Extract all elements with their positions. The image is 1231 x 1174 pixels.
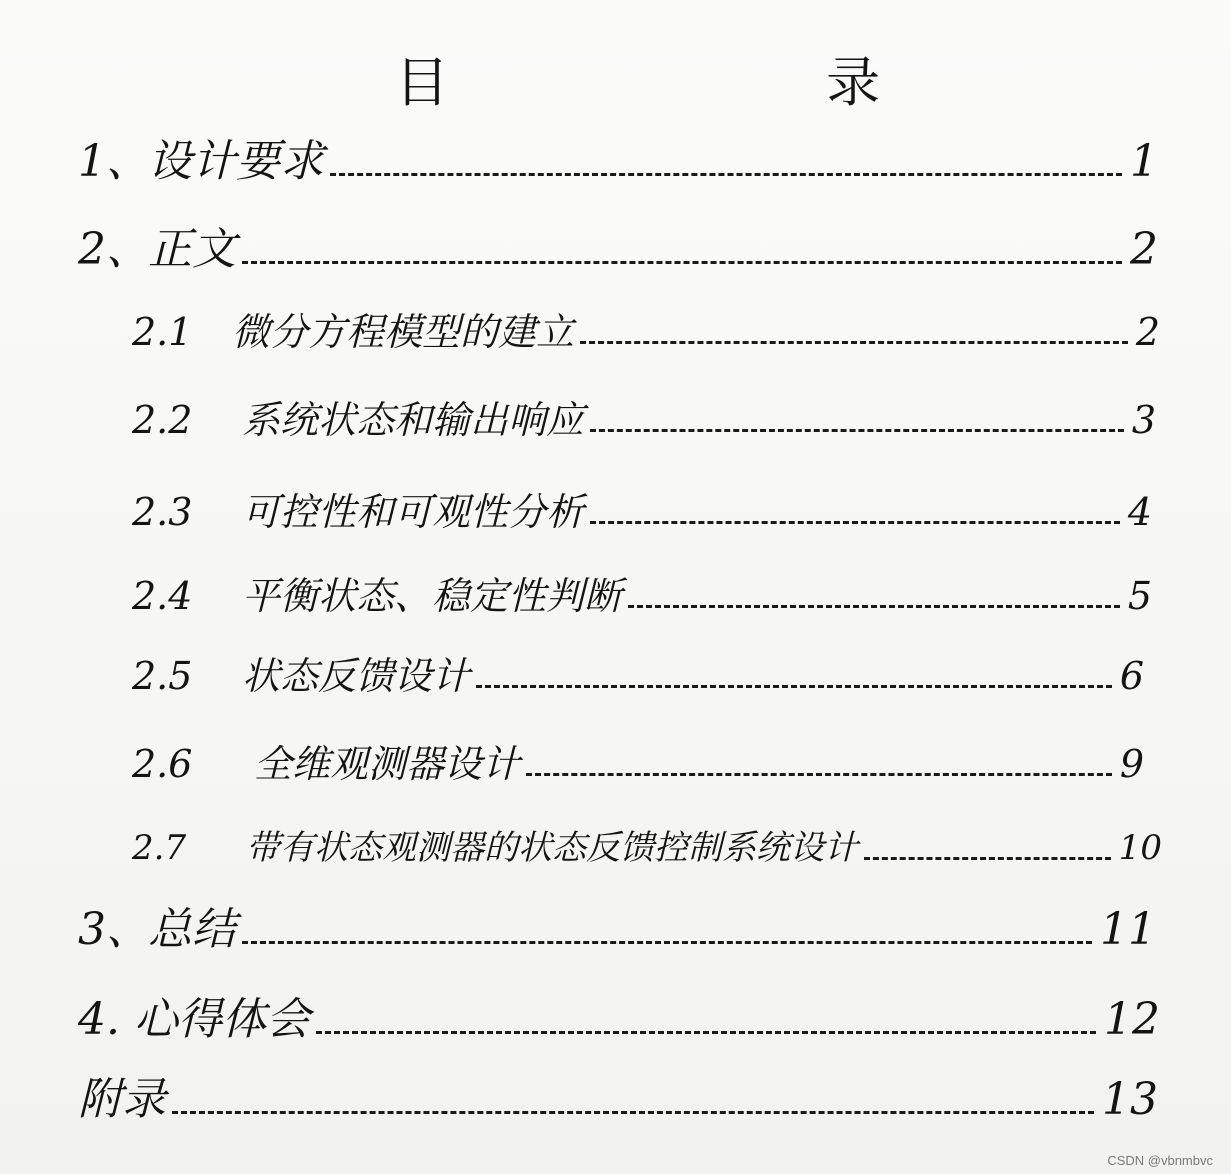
toc-entry-label: 设计要求 xyxy=(148,136,324,187)
toc-entry-number: 2.5 xyxy=(132,654,193,698)
toc-entry-label: 正文 xyxy=(148,224,236,275)
toc-entry xyxy=(78,990,1160,1050)
toc-entry-page: 10 xyxy=(1118,828,1162,868)
dotted-leader xyxy=(316,1031,1096,1034)
toc-entry-page: 13 xyxy=(1102,1074,1158,1125)
dotted-leader xyxy=(172,1111,1094,1114)
toc-entry-label: 状态反馈设计 xyxy=(242,654,471,698)
toc-entry-number: 2.4 xyxy=(132,574,193,618)
toc-entry-page: 12 xyxy=(1104,994,1160,1045)
toc-entry xyxy=(132,568,1152,624)
toc-entry-page: 4 xyxy=(1127,490,1152,534)
toc-entry-page: 11 xyxy=(1100,904,1156,955)
toc-entry-label: 平衡状态、稳定性判断 xyxy=(242,574,623,618)
dotted-leader xyxy=(242,941,1092,944)
dotted-leader xyxy=(330,173,1122,176)
toc-entry-number: 1、 xyxy=(78,136,150,187)
toc-entry-label: 微分方程模型的建立 xyxy=(232,310,575,354)
toc-entry xyxy=(132,736,1144,792)
toc-entry-number: 2.2 xyxy=(132,398,193,442)
toc-entry-number: 2.3 xyxy=(132,490,193,534)
toc-entry xyxy=(132,820,1162,876)
toc-entry-page: 3 xyxy=(1131,398,1156,442)
dotted-leader xyxy=(242,261,1122,264)
toc-entry-label: 全维观测器设计 xyxy=(254,742,521,786)
toc-entry-page: 2 xyxy=(1130,224,1158,275)
toc-entry-number: 2.7 xyxy=(132,828,187,868)
dotted-leader xyxy=(864,857,1111,860)
toc-entry-label: 总结 xyxy=(148,904,236,955)
toc-entry-label: 心得体会 xyxy=(134,994,310,1045)
toc-entry xyxy=(132,392,1156,448)
toc-entry xyxy=(132,648,1144,704)
toc-entry xyxy=(78,900,1156,960)
dotted-leader xyxy=(526,773,1112,776)
toc-entry xyxy=(78,220,1158,280)
dotted-leader xyxy=(590,521,1120,524)
toc-entry-page: 5 xyxy=(1127,574,1152,618)
dotted-leader xyxy=(476,685,1112,688)
toc-entry-label: 带有状态观测器的状态反馈控制系统设计 xyxy=(246,828,858,868)
toc-entry-page: 1 xyxy=(1130,136,1158,187)
toc-entry-page: 9 xyxy=(1119,742,1144,786)
source-watermark: CSDN @vbnmbvc xyxy=(1107,1153,1213,1168)
dotted-leader xyxy=(628,605,1120,608)
toc-entry-number: 2、 xyxy=(78,224,150,275)
toc-entry-number: 2.6 xyxy=(132,742,193,786)
toc-entry-label: 附录 xyxy=(78,1074,166,1125)
toc-entry xyxy=(132,484,1152,540)
dotted-leader xyxy=(580,341,1128,344)
toc-entry-number: 3、 xyxy=(78,904,150,955)
dotted-leader xyxy=(590,429,1124,432)
toc-entry-label: 系统状态和输出响应 xyxy=(242,398,585,442)
toc-entry-page: 6 xyxy=(1119,654,1144,698)
toc-entry xyxy=(132,304,1160,360)
toc-title: 目 录 xyxy=(395,51,1061,114)
toc-entry-number: 2.1 xyxy=(132,310,193,354)
toc-entry-page: 2 xyxy=(1135,310,1160,354)
toc-entry-number: 4. xyxy=(78,994,120,1045)
toc-entry xyxy=(78,132,1158,192)
toc-entry xyxy=(78,1070,1158,1130)
toc-entry-label: 可控性和可观性分析 xyxy=(242,490,585,534)
